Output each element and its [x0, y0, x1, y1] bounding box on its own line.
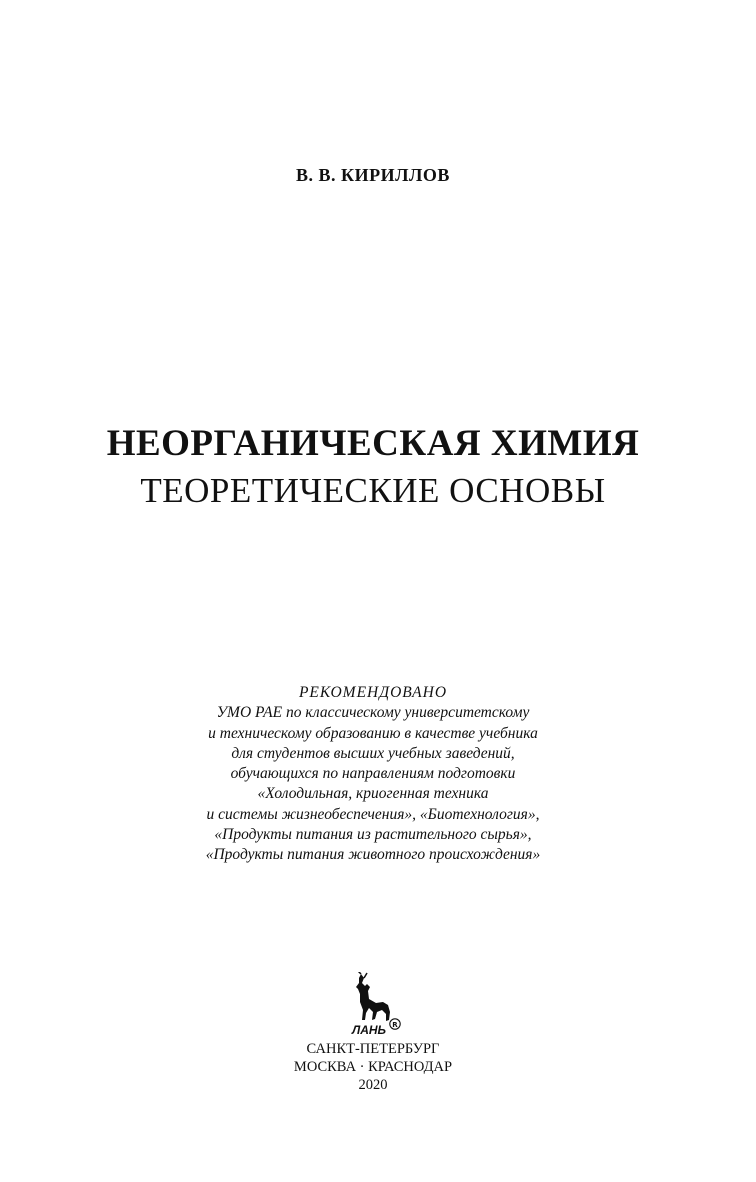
recommendation-line: для студентов высших учебных заведений, [231, 744, 515, 762]
imprint-block [0, 1040, 746, 1094]
recommendation-line: обучающихся по направлениям подготовки [230, 765, 516, 783]
imprint-city-line-1: САНКТ-ПЕТЕРБУРГ [306, 1041, 440, 1057]
recommendation-line: «Холодильная, криогенная техника [257, 785, 489, 803]
book-title [0, 420, 746, 514]
imprint-year: 2020 [358, 1077, 388, 1093]
recommendation-line: и системы жизнеобеспечения», «Биотехнология», [206, 805, 540, 823]
author-name: В. В. КИРИЛЛОВ [296, 165, 450, 185]
publisher-logo-text: ЛАНЬ [351, 1023, 387, 1036]
recommendation-line: и техническому образованию в качестве учебника [208, 724, 538, 742]
recommendation-line: «Продукты питания из растительного сырья», [214, 826, 532, 844]
imprint-city-line-2: МОСКВА · КРАСНОДАР [293, 1059, 453, 1075]
recommendation-line: УМО РАЕ по классическому университетскому [216, 704, 530, 722]
recommendation-line: «Продукты питания животного происхождения» [205, 846, 541, 864]
recommendation-heading: РЕКОМЕНДОВАНО [298, 684, 448, 701]
title-line-1: НЕОРГАНИЧЕСКАЯ ХИМИЯ [106, 423, 640, 464]
recommendation-block [0, 683, 746, 866]
deer-icon [345, 972, 403, 1036]
svg-text:R: R [392, 1021, 398, 1029]
publisher-logo [345, 972, 403, 1036]
title-line-2: ТЕОРЕТИЧЕСКИЕ ОСНОВЫ [140, 471, 606, 510]
